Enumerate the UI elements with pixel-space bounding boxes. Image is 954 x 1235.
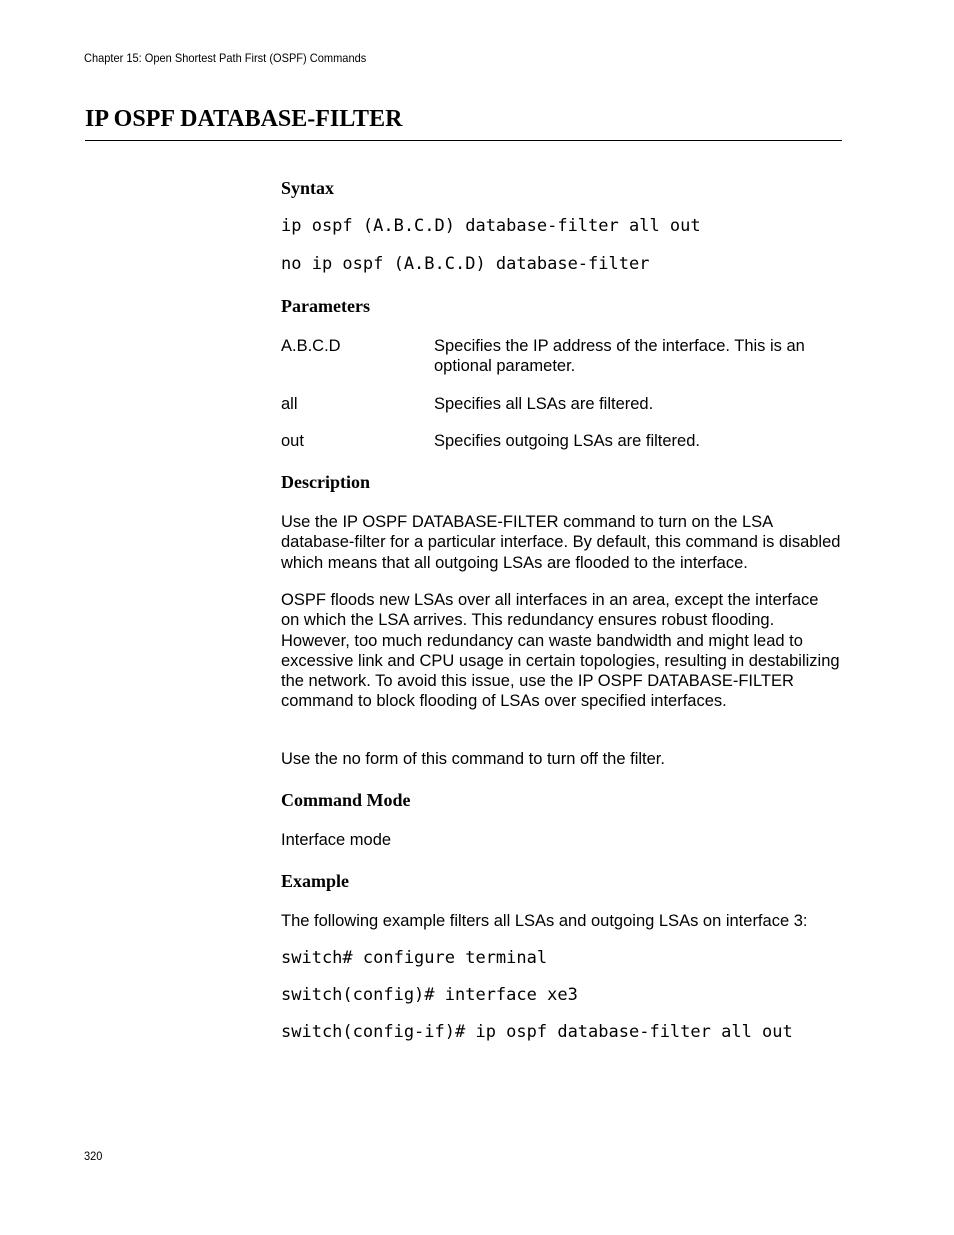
page-title: IP OSPF DATABASE-FILTER: [85, 106, 403, 132]
example-line: switch(config-if)# ip ospf database-filter all out: [281, 1022, 793, 1042]
parameter-name: out: [281, 432, 304, 450]
syntax-line: no ip ospf (A.B.C.D) database-filter: [281, 254, 650, 274]
description-heading: Description: [281, 472, 370, 492]
running-head: Chapter 15: Open Shortest Path First (OSPF) Commands: [84, 51, 367, 65]
example-heading: Example: [281, 871, 350, 891]
page-number: 320: [84, 1149, 103, 1163]
parameter-description: Specifies outgoing LSAs are filtered.: [434, 432, 700, 450]
command-mode-heading: Command Mode: [281, 790, 411, 810]
parameter-name: all: [281, 395, 298, 413]
parameters-heading: Parameters: [281, 296, 370, 316]
example-line: switch# configure terminal: [281, 948, 548, 968]
syntax-line: ip ospf (A.B.C.D) database-filter all out: [281, 216, 701, 236]
command-mode-text: Interface mode: [281, 831, 392, 849]
example-intro: The following example filters all LSAs and outgoing LSAs on interface 3:: [281, 912, 808, 930]
title-rule: [85, 140, 842, 141]
parameter-description: Specifies the IP address of the interface. This is an optional parameter.: [434, 337, 805, 376]
description-paragraph: Use the IP OSPF DATABASE-FILTER command to turn on the LSA database-filter for a particular interface. By default, this command is disabled which means that all outgoing LSAs are flooded to the interface.: [281, 513, 841, 572]
example-line: switch(config)# interface xe3: [281, 985, 578, 1005]
syntax-heading: Syntax: [281, 178, 335, 198]
parameter-description: Specifies all LSAs are filtered.: [434, 395, 654, 413]
description-paragraph: OSPF floods new LSAs over all interfaces in an area, except the interface on which the LSA arrives. This redundancy ensures robust flooding. However, too much redundancy can waste bandwidth and might lead to excessive link and CPU usage in certain topologies, resulting in destabilizing the network. To avoid this issue, use the IP OSPF DATABASE-FILTER command to block flooding of LSAs over specified interfaces.: [281, 591, 840, 711]
parameter-name: A.B.C.D: [281, 337, 341, 355]
description-paragraph: Use the no form of this command to turn off the filter.: [281, 750, 665, 768]
